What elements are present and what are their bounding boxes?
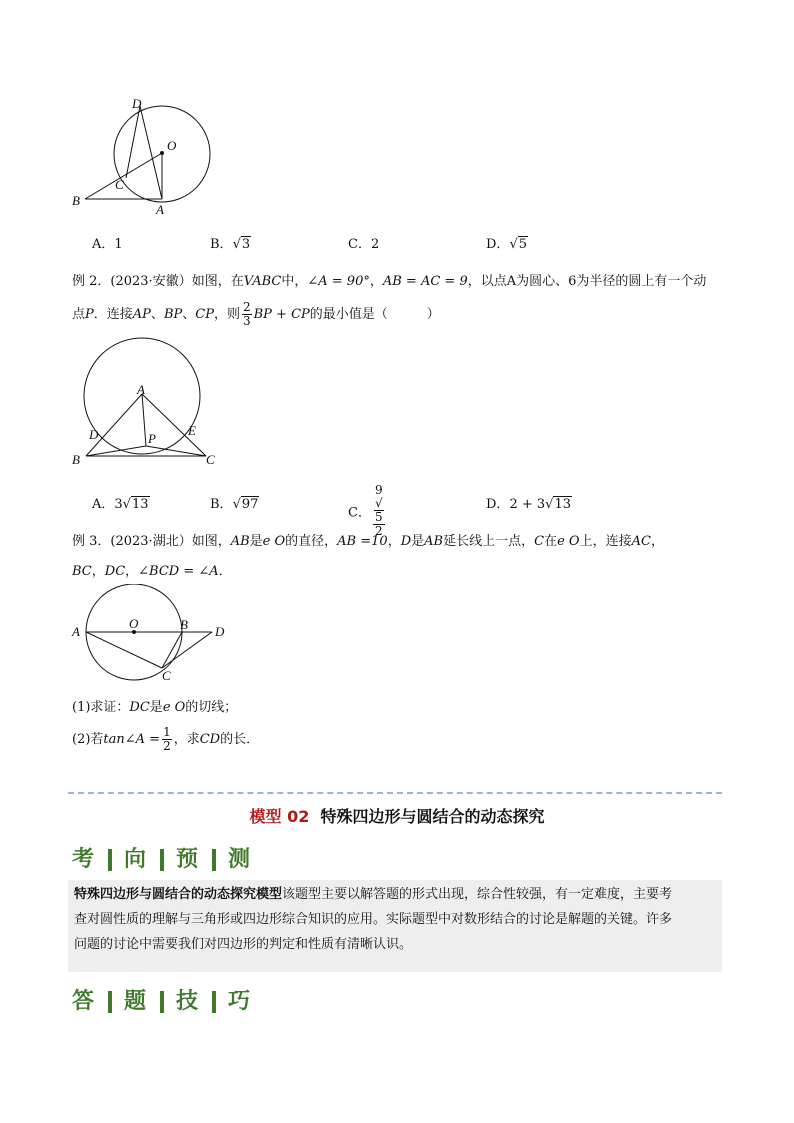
option-radicand: 3 — [241, 237, 251, 252]
label-E: E — [188, 423, 196, 438]
label-A: A — [72, 624, 80, 639]
heading-separator — [212, 849, 216, 871]
label-P: P — [148, 431, 156, 446]
denominator: 2 — [163, 739, 171, 753]
text: 点 — [72, 307, 86, 322]
text: ， — [387, 534, 401, 549]
text: 例 3．(2023·湖北）如图， — [72, 534, 231, 549]
ex1-option-a: A．1 — [92, 237, 123, 252]
heading-exam-forecast — [72, 842, 252, 873]
math: CP — [195, 307, 214, 322]
label-D: D — [89, 427, 99, 442]
text: ，以点A为圆心、6为半径的圆上有一个动 — [467, 274, 707, 289]
heading-char: 向 — [124, 846, 149, 872]
math: DC — [129, 700, 150, 715]
math: tan∠A = — [103, 732, 161, 747]
math: BC — [72, 564, 92, 579]
ex3-question-2 — [72, 726, 259, 753]
option-radicand: 13 — [554, 497, 571, 512]
option-prefix: D． — [486, 237, 510, 252]
text: 例 2．(2023·安徽）如图，在 — [72, 274, 244, 289]
heading-char: 技 — [176, 988, 201, 1014]
fraction — [162, 726, 172, 753]
heading-separator — [108, 849, 112, 871]
heading-answer-tips — [72, 984, 252, 1015]
heading-separator — [160, 849, 164, 871]
label-O: O — [129, 616, 139, 631]
text: 、 — [182, 307, 196, 322]
heading-char: 预 — [176, 846, 201, 872]
text: ．连接 — [93, 307, 133, 322]
text: ， — [369, 274, 383, 289]
ex1-option-b: B．√3 — [210, 237, 251, 252]
text: ， — [91, 564, 105, 579]
math: CD — [199, 732, 221, 747]
text: (1)求证： — [72, 700, 130, 715]
text: ，则 — [213, 307, 240, 322]
math: BP + CP — [253, 307, 310, 322]
text: ， — [650, 534, 664, 549]
text: 是 — [249, 534, 263, 549]
heading-char: 题 — [124, 988, 149, 1014]
option-prefix: C． — [348, 505, 371, 521]
heading-char: 测 — [228, 846, 253, 872]
ex3-question-1 — [72, 696, 237, 715]
ex2-option-d: D．2 + 3√13 — [486, 497, 571, 512]
math: AB = AC = 9 — [382, 274, 468, 289]
ex2-line1 — [72, 270, 706, 289]
figure-example-3 — [64, 584, 234, 684]
math: e O — [162, 700, 186, 715]
ex2-option-b: B．√97 — [210, 497, 259, 512]
math: AP — [132, 307, 151, 322]
description-line: 问题的讨论中需要我们对四边形的判定和性质有清晰认识。 — [74, 937, 413, 952]
text: 的长． — [220, 732, 260, 747]
option-radicand: 13 — [131, 497, 149, 512]
label-D: D — [132, 96, 142, 111]
text: 、 — [150, 307, 164, 322]
heading-char: 巧 — [228, 988, 253, 1014]
ex1-option-d: D．√5 — [486, 237, 528, 252]
math: VABC — [243, 274, 282, 289]
description-text — [74, 882, 720, 957]
label-A: A — [137, 382, 145, 397]
coefficient: 9 — [374, 483, 383, 497]
ex3-line2 — [72, 560, 232, 579]
math: C — [534, 534, 545, 549]
heading-char: 答 — [72, 988, 97, 1014]
label-C: C — [115, 177, 124, 192]
denominator: 2 — [374, 524, 383, 538]
ex2-line2 — [72, 301, 440, 328]
text: 延长线上一点， — [443, 534, 535, 549]
math: AB =10 — [337, 534, 388, 549]
text: ，求 — [173, 732, 200, 747]
heading-separator — [160, 991, 164, 1013]
coefficient: 3 — [114, 497, 123, 512]
option-radicand: 97 — [241, 497, 259, 512]
math: ∠A = 90° — [307, 274, 370, 289]
option-prefix: B． — [210, 237, 233, 252]
math: AB — [230, 534, 250, 549]
option-radicand: 5 — [518, 237, 528, 252]
text: 的直径， — [285, 534, 338, 549]
math: e O — [557, 534, 580, 549]
model-title-text: 特殊四边形与圆结合的动态探究 — [320, 807, 545, 826]
math: AC — [631, 534, 651, 549]
label-C: C — [162, 668, 171, 683]
text: 是 — [411, 534, 425, 549]
option-radicand: 5 — [374, 510, 383, 524]
numerator: 2 — [242, 300, 251, 314]
ex3-line1 — [72, 530, 664, 549]
section-divider — [68, 792, 722, 794]
label-C: C — [206, 452, 215, 467]
text: 上，连接 — [579, 534, 632, 549]
label-B: B — [180, 617, 188, 632]
model-title — [0, 804, 794, 827]
description-line: 该题型主要以解答题的形式出现，综合性较强，有一定难度，主要考 — [282, 887, 673, 902]
fraction — [242, 301, 252, 328]
text: ， — [125, 564, 139, 579]
option-prefix: B． — [210, 497, 233, 512]
text: 的最小值是（ ） — [309, 307, 440, 322]
label-O: O — [167, 138, 177, 153]
figure-example-1 — [60, 92, 220, 220]
fraction: 9 √ 5 2 — [374, 483, 383, 538]
text: 中， — [281, 274, 308, 289]
text: 是 — [149, 700, 163, 715]
math: D — [400, 534, 412, 549]
text: (2)若 — [72, 732, 104, 747]
label-A: A — [156, 202, 164, 217]
figure-example-2 — [62, 336, 232, 470]
description-bold: 特殊四边形与圆结合的动态探究模型 — [74, 887, 283, 902]
label-B: B — [72, 452, 80, 467]
option-prefix: D． — [486, 497, 510, 512]
option-prefix: A． — [92, 497, 115, 512]
math: AB — [424, 534, 444, 549]
label-B: B — [72, 193, 80, 208]
numerator: 1 — [163, 725, 171, 739]
ex1-option-c: C．2 — [348, 237, 380, 252]
text: 在 — [544, 534, 558, 549]
heading-separator — [108, 991, 112, 1013]
denominator: 3 — [242, 314, 251, 328]
ex2-option-a: A．3√13 — [92, 497, 149, 512]
heading-separator — [212, 991, 216, 1013]
math: P — [85, 307, 94, 322]
math: ∠BCD = ∠A — [138, 564, 219, 579]
math: DC — [104, 564, 126, 579]
math: 2 + 3 — [509, 497, 546, 512]
heading-char: 考 — [72, 846, 97, 872]
description-line: 查对圆性质的理解与三角形或四边形综合知识的应用。实际题型中对数形结合的讨论是解题的关键。许多 — [74, 912, 673, 927]
math: e O — [262, 534, 286, 549]
model-number: 模型 02 — [249, 807, 310, 826]
label-D: D — [215, 624, 225, 639]
text: ． — [218, 564, 232, 579]
text: 的切线； — [185, 700, 238, 715]
math: BP — [163, 307, 183, 322]
